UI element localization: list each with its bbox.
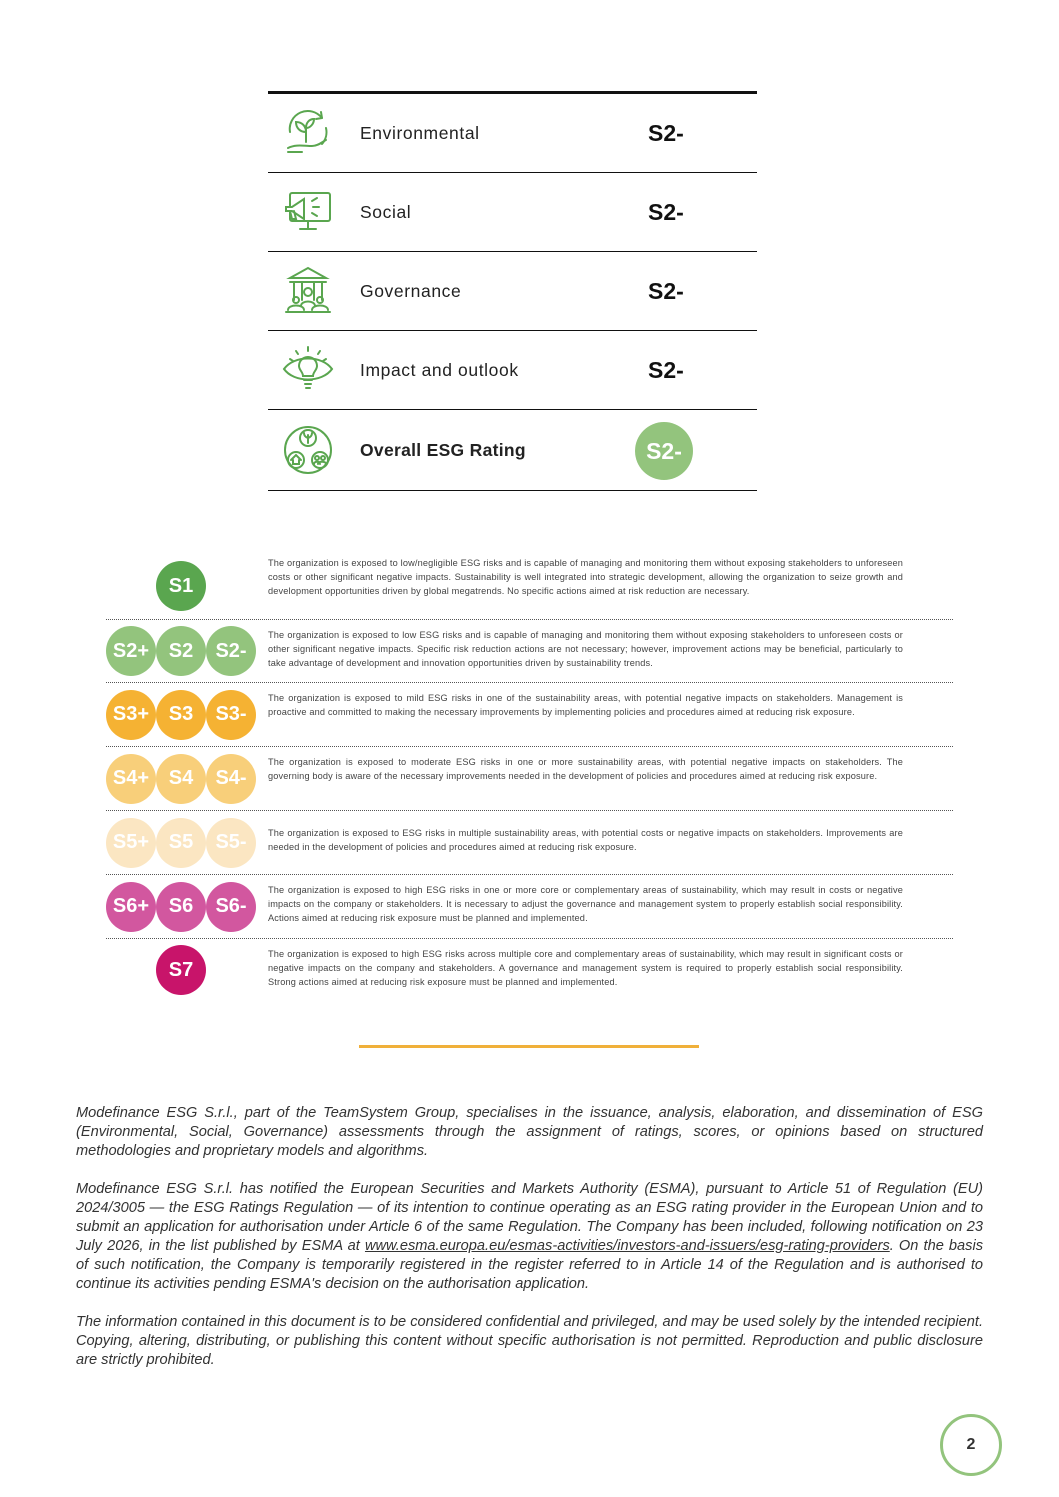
- scale-badge: S5+: [106, 818, 156, 868]
- scale-badges: [106, 939, 258, 1001]
- disclaimer-paragraph: [76, 1180, 983, 1294]
- scale-row-s5: [106, 811, 953, 875]
- scale-badges: [106, 811, 258, 874]
- megaphone-monitor-icon: [282, 185, 334, 237]
- scale-badge: S3-: [206, 690, 256, 740]
- scale-badges: [106, 620, 258, 682]
- page-number: 2: [940, 1414, 1002, 1476]
- scale-badges: [106, 553, 258, 619]
- overall-rating-label: Overall ESG Rating: [360, 439, 526, 460]
- scale-badge: S6: [156, 882, 206, 932]
- scale-badges: [106, 747, 258, 810]
- scale-badge: S2+: [106, 626, 156, 676]
- scale-row-s3: [106, 683, 953, 747]
- scale-badge: S6+: [106, 882, 156, 932]
- rating-value: S2-: [648, 356, 684, 383]
- scale-badge: S3: [156, 690, 206, 740]
- scale-badge: S2-: [206, 626, 256, 676]
- scale-description: The organization is exposed to low/negligible ESG risks and is capable of managing and monitoring them without exposing stakeholders to unforeseen costs or other significant negative impacts. Sustainability is well integrated into strategic development, allowing the organization to seize growth and development opportunities driven by global megatrends. No specific actions aimed at risk reduction are necessary.: [268, 558, 903, 596]
- scale-row-s4: [106, 747, 953, 811]
- rating-label: Impact and outlook: [360, 359, 519, 380]
- scale-description: The organization is exposed to moderate ESG risks in one or more sustainability areas, with potential negative impacts on stakeholders. The governing body is aware of the necessary improvements needed in the development of policies and procedures aimed at reducing risk exposure.: [268, 757, 903, 781]
- disclaimer-text: . On the basis of such notification, the Company is temporarily registered in the register referred to in Article 14 of the Regulation and is authorised to continue its activities pending ESMA's decision on the authorisation application.: [76, 1238, 984, 1292]
- rating-label: Social: [360, 201, 412, 222]
- scale-badge: S2: [156, 626, 206, 676]
- scale-badge: S4-: [206, 754, 256, 804]
- scale-description: The organization is exposed to low ESG risks and is capable of managing and monitoring them without exposing stakeholders to unforeseen costs or other significant negative impacts. Specific risk reduction actions are not necessary; however, improvement actions may be beneficial, particularly to take advantage of development and innovation opportunities driven by sustainability trends.: [268, 630, 903, 668]
- scale-row-s2: [106, 620, 953, 683]
- scale-row-s6: [106, 875, 953, 939]
- scale-badge: S3+: [106, 690, 156, 740]
- rating-label: Environmental: [360, 122, 480, 143]
- lightbulb-eye-icon: [282, 343, 334, 395]
- scale-description: The organization is exposed to ESG risks in multiple sustainability areas, with potential costs or negative impacts on stakeholders. Improvements are needed in the development of policies and procedures aimed at reducing risk exposure.: [268, 828, 903, 852]
- disclaimer-paragraph: The information contained in this document is to be considered confidential and privileged, and may be used solely by the intended recipient. Copying, altering, distributing, or publishing this content without specific authorisation is not permitted. Reproduction and public disclosure are strictly prohibited.: [76, 1314, 983, 1368]
- rating-value: S2-: [648, 119, 684, 146]
- scale-description: The organization is exposed to mild ESG risks in one of the sustainability areas, with potential negative impacts on stakeholders. Management is proactive and committed to making the necessary improvements by implementing policies and procedures aimed at reducing risk exposure.: [268, 693, 903, 717]
- disclaimer-paragraph: Modefinance ESG S.r.l., part of the TeamSystem Group, specialises in the issuance, analysis, elaboration, and dissemination of ESG (Environmental, Social, Governance) assessments through the assignment of ratings, scores, or opinions based on structured methodologies and proprietary models and algorithms.: [76, 1105, 983, 1159]
- scale-description: The organization is exposed to high ESG risks across multiple core and complementary areas of sustainability, which may result in significant costs or negative impacts on the company and stakeholders. A governance and management system is required to properly establish social responsibility. Strong actions aimed at reducing risk exposure must be planned and implemented.: [268, 949, 903, 987]
- plant-hand-icon: [282, 106, 334, 158]
- rating-row-environmental: [268, 94, 757, 173]
- scale-badges: [106, 875, 258, 938]
- scale-row-s7: [106, 939, 953, 1001]
- scale-row-s1: [106, 553, 953, 620]
- legal-disclaimer: [76, 1104, 983, 1389]
- rating-row-overall: [268, 410, 757, 491]
- esg-cycle-icon: [282, 424, 334, 476]
- rating-row-impact-outlook: [268, 331, 757, 410]
- esma-register-link[interactable]: www.esma.europa.eu/esmas-activities/investors-and-issuers/esg-rating-providers: [364, 1238, 890, 1254]
- esg-rating-table: [268, 91, 757, 491]
- scale-badge: S1: [156, 561, 206, 611]
- rating-row-governance: [268, 252, 757, 331]
- rating-row-social: [268, 173, 757, 252]
- scale-description: The organization is exposed to high ESG risks in one or more core or complementary areas of sustainability, which may result in costs or negative impacts on the company or stakeholders. It is necessary to adjust the governance and management system to properly establish social responsibility. Actions aimed at reducing risk exposure must be planned and implemented.: [268, 885, 903, 923]
- scale-badge: S7: [156, 945, 206, 995]
- rating-value: S2-: [648, 277, 684, 304]
- rating-label: Governance: [360, 280, 462, 301]
- section-divider: [359, 1045, 699, 1048]
- institution-people-icon: [282, 264, 334, 316]
- scale-badge: S4+: [106, 754, 156, 804]
- disclaimer-text: Modefinance ESG S.r.l. has notified the European Securities and Markets Authority (ESMA), pursuant to Article 51 of Regulation (EU) 2024/3005 — the ESG Ratings Regulation — of its intention to continue operating as an ESG rating provider in the European Union and to submit an application for authorisation under Article 6 of the same Regulation. The Company has been included, following notification on 23 July 2026, in the list published by ESMA at: [76, 1181, 983, 1254]
- scale-badge: S4: [156, 754, 206, 804]
- rating-scale-legend: [106, 553, 953, 1001]
- scale-badge: S5-: [206, 818, 256, 868]
- rating-value: S2-: [648, 198, 684, 225]
- overall-rating-badge: S2-: [635, 422, 693, 480]
- scale-badge: S6-: [206, 882, 256, 932]
- scale-badges: [106, 683, 258, 746]
- scale-badge: S5: [156, 818, 206, 868]
